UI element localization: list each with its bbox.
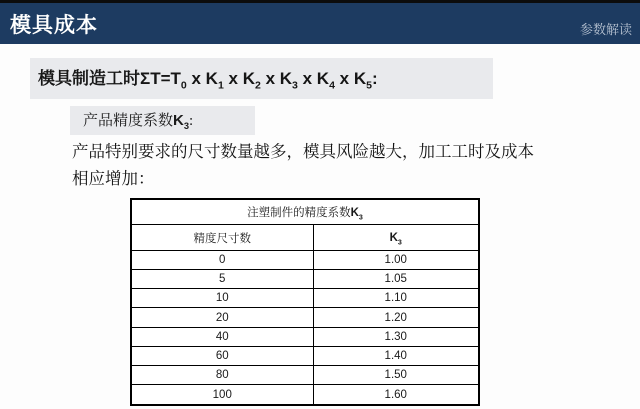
k3-cell: 1.60 bbox=[313, 385, 479, 405]
page-title: 模具成本 bbox=[10, 13, 98, 37]
formula-segment: : bbox=[372, 69, 378, 88]
count-cell: 60 bbox=[131, 346, 313, 365]
table-row bbox=[131, 308, 479, 327]
header-bar bbox=[0, 3, 640, 44]
subtitle-k3-heading bbox=[70, 106, 255, 135]
table-row bbox=[131, 269, 479, 288]
body-text bbox=[72, 139, 632, 192]
table-row bbox=[131, 385, 479, 405]
table-row bbox=[131, 250, 479, 269]
subtitle-subscript: 3 bbox=[183, 121, 190, 131]
subtitle-text: 产品精度系数 bbox=[83, 113, 174, 129]
header-right-label: 参数解读 bbox=[579, 22, 632, 37]
formula-subscript: 3 bbox=[292, 79, 298, 92]
k3-cell: 1.40 bbox=[313, 346, 479, 365]
column-header-k3 bbox=[313, 225, 479, 250]
k3-cell: 1.50 bbox=[313, 366, 479, 385]
formula-subscript: 4 bbox=[329, 79, 335, 92]
formula-subscript: 5 bbox=[366, 79, 372, 92]
k3-cell: 1.10 bbox=[313, 289, 479, 308]
count-cell: 80 bbox=[131, 366, 313, 385]
body-line-2: 相应增加： bbox=[72, 168, 155, 188]
formula-subscript: 0 bbox=[180, 79, 187, 92]
body-line-1: 产品特别要求的尺寸数量越多，模具风险越大，加工工时及成本 bbox=[72, 142, 534, 161]
column-header-k: K bbox=[389, 231, 398, 244]
column-header-count: 精度尺寸数 bbox=[131, 225, 313, 250]
k3-cell: 1.00 bbox=[313, 250, 479, 269]
formula-segment: x K bbox=[186, 69, 218, 88]
table-header-row bbox=[131, 225, 479, 250]
count-cell: 10 bbox=[131, 289, 313, 308]
k3-table bbox=[130, 198, 480, 406]
formula-subscript: 1 bbox=[217, 79, 224, 92]
table-row bbox=[131, 366, 479, 385]
table-row bbox=[131, 327, 479, 346]
formula-bar bbox=[30, 58, 493, 99]
k3-cell: 1.20 bbox=[313, 308, 479, 327]
count-cell: 20 bbox=[131, 308, 313, 327]
k3-cell: 1.30 bbox=[313, 327, 479, 346]
formula-subscript: 2 bbox=[255, 79, 261, 92]
formula-segment: x K bbox=[223, 69, 255, 88]
count-cell: 40 bbox=[131, 327, 313, 346]
table-title-row bbox=[131, 199, 479, 225]
count-cell: 5 bbox=[131, 269, 313, 288]
count-cell: 100 bbox=[131, 385, 313, 405]
table-title-k: K bbox=[350, 207, 359, 220]
k3-cell: 1.05 bbox=[313, 269, 479, 288]
formula-segment: x K bbox=[260, 69, 293, 88]
count-cell: 0 bbox=[131, 250, 313, 269]
formula-segment: 模具制造工时ΣT=T bbox=[38, 69, 181, 88]
formula-segment: x K bbox=[297, 69, 330, 88]
table-title bbox=[131, 199, 479, 225]
subtitle-colon: : bbox=[189, 113, 194, 129]
column-header-subscript: 3 bbox=[397, 237, 402, 246]
table-title-subscript: 3 bbox=[358, 213, 363, 222]
subtitle-k: K bbox=[173, 112, 184, 129]
table-row bbox=[131, 289, 479, 308]
table-row bbox=[131, 346, 479, 365]
formula-segment: x K bbox=[334, 69, 367, 88]
table-title-text: 注塑制件的精度系数 bbox=[247, 207, 351, 220]
